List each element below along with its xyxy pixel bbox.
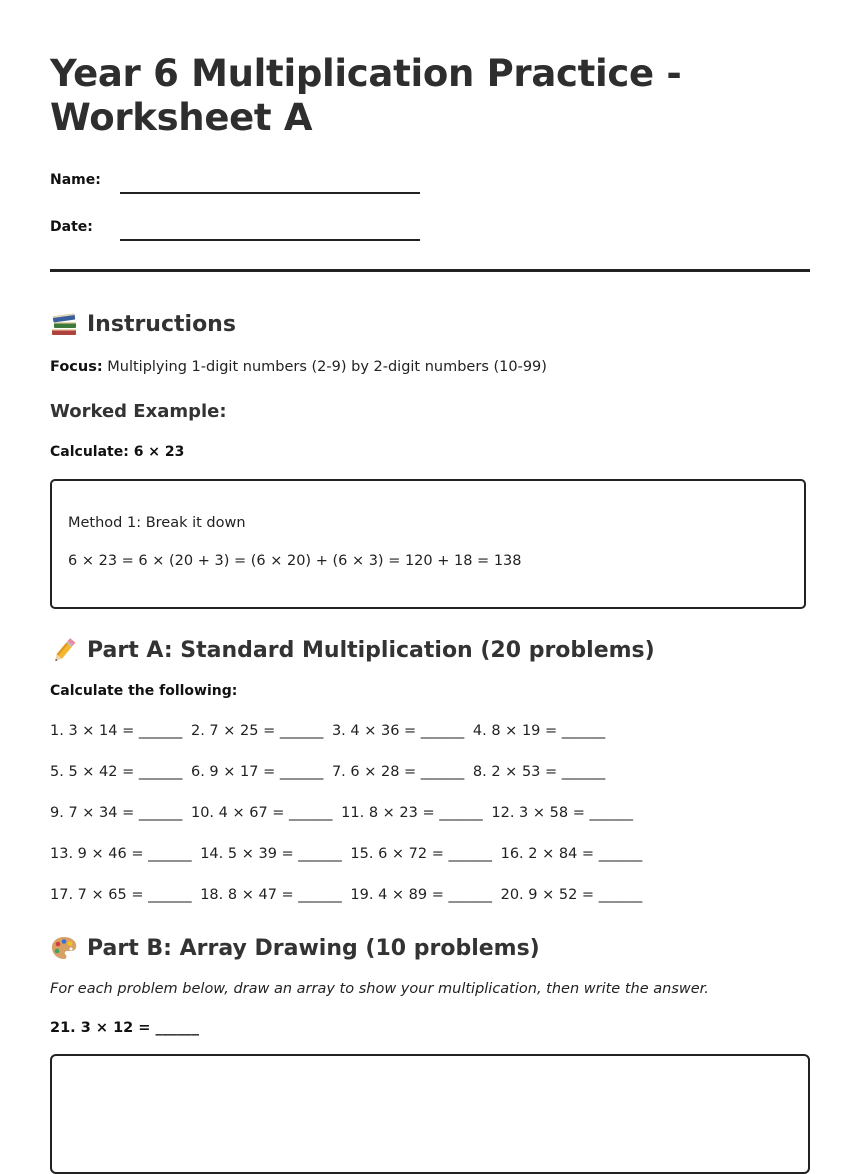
array-drawing-box[interactable] (50, 1054, 810, 1174)
problem-17[interactable]: 17. 7 × 65 = ______ (50, 887, 192, 903)
date-label: Date: (50, 219, 93, 235)
part-b-heading (50, 933, 810, 963)
name-line[interactable] (120, 178, 420, 194)
part-b-note: For each problem below, draw an array to show your multiplication, then write the answer. (50, 981, 709, 997)
focus-label: Focus: (50, 359, 103, 375)
problem-3[interactable]: 3. 4 × 36 = ______ (331, 723, 465, 739)
problem-row (50, 793, 810, 834)
problem-5[interactable]: 5. 5 × 42 = ______ (50, 764, 183, 780)
problem-11[interactable]: 11. 8 × 23 = ______ (341, 805, 483, 821)
problem-15[interactable]: 15. 6 × 72 = ______ (350, 846, 492, 862)
palette-icon (50, 935, 78, 961)
problem-21[interactable]: 21. 3 × 12 = ______ (50, 1020, 199, 1036)
name-label: Name: (50, 172, 101, 188)
problem-row (50, 711, 810, 752)
method-title: Method 1: Break it down (68, 515, 246, 531)
part-a-problems (50, 711, 810, 916)
focus-line (50, 359, 810, 375)
method-steps: 6 × 23 = 6 × (20 + 3) = (6 × 20) + (6 × 3) = 120 + 18 = 138 (68, 553, 522, 569)
instructions-heading-text: Instructions (87, 311, 236, 337)
worked-example-heading: Worked Example: (50, 401, 227, 422)
part-b-heading-text: Part B: Array Drawing (10 problems) (87, 935, 540, 961)
date-line[interactable] (120, 225, 420, 241)
problem-16[interactable]: 16. 2 × 84 = ______ (500, 846, 643, 862)
name-field (50, 166, 810, 188)
problem-13[interactable]: 13. 9 × 46 = ______ (50, 846, 192, 862)
problem-18[interactable]: 18. 8 × 47 = ______ (200, 887, 342, 903)
problem-10[interactable]: 10. 4 × 67 = ______ (190, 805, 333, 821)
problem-19[interactable]: 19. 4 × 89 = ______ (350, 887, 492, 903)
problem-8[interactable]: 8. 2 × 53 = ______ (472, 764, 606, 780)
focus-text: Multiplying 1-digit numbers (2-9) by 2-digit numbers (10-99) (102, 359, 547, 375)
date-field (50, 213, 810, 235)
problem-row (50, 834, 810, 875)
problem-12[interactable]: 12. 3 × 58 = ______ (491, 805, 633, 821)
part-a-heading-text: Part A: Standard Multiplication (20 problems) (87, 637, 655, 663)
problem-4[interactable]: 4. 8 × 19 = ______ (472, 723, 606, 739)
problem-row (50, 875, 810, 916)
part-a-heading (50, 635, 810, 665)
problem-6[interactable]: 6. 9 × 17 = ______ (190, 764, 324, 780)
worked-example-box (50, 479, 806, 609)
problem-14[interactable]: 14. 5 × 39 = ______ (200, 846, 342, 862)
page-title: Year 6 Multiplication Practice - Worksheet A (50, 52, 682, 139)
pencil-icon (50, 637, 78, 663)
instructions-heading (50, 309, 810, 339)
problem-20[interactable]: 20. 9 × 52 = ______ (500, 887, 643, 903)
books-icon (50, 311, 78, 337)
problem-9[interactable]: 9. 7 × 34 = ______ (50, 805, 183, 821)
part-a-subheading: Calculate the following: (50, 683, 238, 699)
problem-1[interactable]: 1. 3 × 14 = ______ (50, 723, 183, 739)
problem-2[interactable]: 2. 7 × 25 = ______ (190, 723, 324, 739)
header-divider (50, 269, 810, 272)
problem-7[interactable]: 7. 6 × 28 = ______ (331, 764, 465, 780)
calculate-label: Calculate: 6 × 23 (50, 444, 185, 460)
problem-row (50, 752, 810, 793)
